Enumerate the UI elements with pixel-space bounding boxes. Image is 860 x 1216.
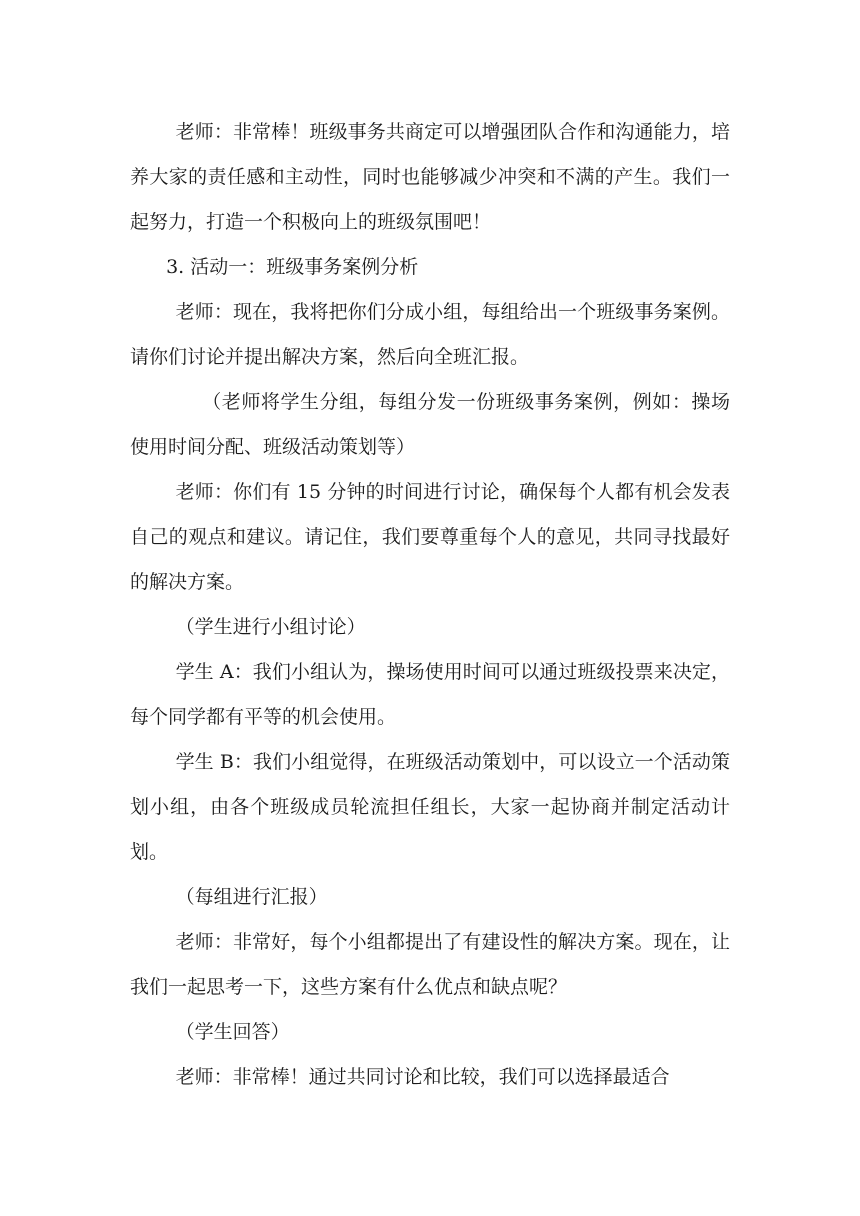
- teacher-paragraph: 老师：非常棒！通过共同讨论和比较，我们可以选择最适合: [175, 1066, 670, 1088]
- document-body: [130, 110, 730, 1100]
- stage-direction: （每组进行汇报）: [175, 886, 328, 908]
- teacher-paragraph: 老师：你们有 15 分钟的时间进行讨论，确保每个人都有机会发表自己的观点和建议。请记住，我们要尊重每个人的意见，共同寻找最好的解决方案。: [130, 481, 730, 593]
- student-paragraph: 学生 B：我们小组觉得，在班级活动策划中，可以设立一个活动策划小组，由各个班级成员轮流担任组长，大家一起协商并制定活动计划。: [130, 751, 730, 863]
- section-heading: 3. 活动一：班级事务案例分析: [166, 256, 419, 278]
- teacher-paragraph: 老师：非常好，每个小组都提出了有建设性的解决方案。现在，让我们一起思考一下，这些方案有什么优点和缺点呢？: [130, 931, 730, 998]
- teacher-paragraph: 老师：非常棒！班级事务共商定可以增强团队合作和沟通能力，培养大家的责任感和主动性，同时也能够减少冲突和不满的产生。我们一起努力，打造一个积极向上的班级氛围吧！: [130, 121, 730, 233]
- stage-direction: （学生进行小组讨论）: [175, 616, 366, 638]
- stage-direction: （老师将学生分组，每组分发一份班级事务案例，例如：操场使用时间分配、班级活动策划等）: [130, 391, 730, 458]
- teacher-paragraph: 老师：现在，我将把你们分成小组，每组给出一个班级事务案例。请你们讨论并提出解决方案，然后向全班汇报。: [130, 301, 730, 368]
- stage-direction: （学生回答）: [175, 1021, 290, 1043]
- student-paragraph: 学生 A：我们小组认为，操场使用时间可以通过班级投票来决定，每个同学都有平等的机会使用。: [130, 661, 730, 728]
